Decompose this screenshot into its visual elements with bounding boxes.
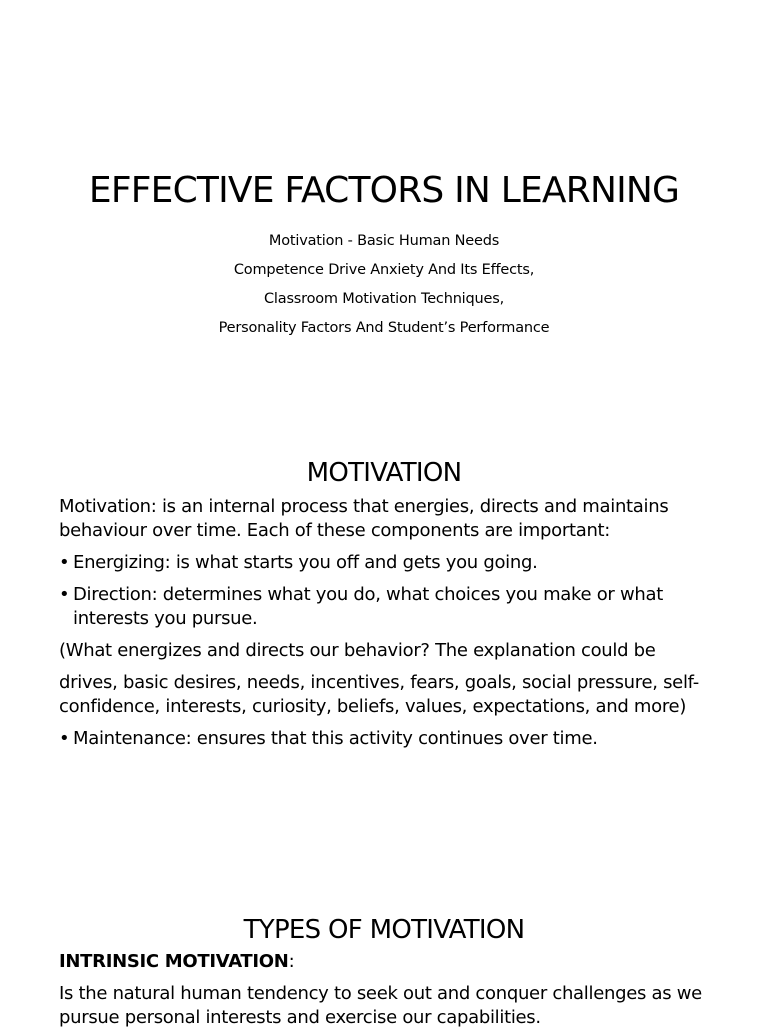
intrinsic-label: INTRINSIC MOTIVATION — [59, 951, 289, 972]
section-title-types: TYPES OF MOTIVATION — [243, 915, 525, 945]
slide-title — [0, 0, 768, 420]
subtitle-line: Motivation - Basic Human Needs — [268, 233, 500, 249]
subtitle-line: Competence Drive Anxiety And Its Effects, — [233, 262, 535, 278]
bullet-direction — [59, 583, 719, 631]
motivation-intro: Motivation: is an internal process that energies, directs and maintains behaviour over time. Each of these components are important: — [59, 496, 669, 541]
subtitle-line: Classroom Motivation Techniques, — [264, 291, 504, 307]
motivation-body — [59, 495, 719, 759]
presentation-title: EFFECTIVE FACTORS IN LEARNING — [88, 170, 680, 211]
bullet-text: Direction: determines what you do, what choices you make or what interests you pursue. — [73, 584, 663, 629]
section-title-motivation: MOTIVATION — [306, 458, 462, 488]
slide-motivation — [0, 420, 768, 840]
motivation-question: (What energizes and directs our behavior? The explanation could be — [59, 640, 656, 661]
motivation-drives: drives, basic desires, needs, incentives, fears, goals, social pressure, self-confidence, interests, curiosity, beliefs, values, expectations, and more) — [59, 672, 699, 717]
intrinsic-text: Is the natural human tendency to seek out and conquer challenges as we pursue personal interests and exercise our capabilities. — [59, 983, 702, 1028]
types-body — [59, 950, 719, 1030]
bullet-energizing — [59, 551, 719, 575]
bullet-text: Maintenance: ensures that this activity continues over time. — [73, 728, 598, 749]
bullet-maintenance — [59, 727, 719, 751]
subtitle-line: Personality Factors And Student’s Performance — [218, 320, 550, 336]
bullet-dot: • — [59, 584, 70, 605]
intrinsic-heading — [59, 950, 719, 974]
slide-types-of-motivation — [0, 840, 768, 1028]
subtitle-list — [0, 227, 768, 343]
bullet-text: Energizing: is what starts you off and gets you going. — [73, 552, 538, 573]
intrinsic-colon: : — [288, 951, 295, 972]
bullet-dot: • — [59, 552, 70, 573]
bullet-dot: • — [59, 728, 70, 749]
